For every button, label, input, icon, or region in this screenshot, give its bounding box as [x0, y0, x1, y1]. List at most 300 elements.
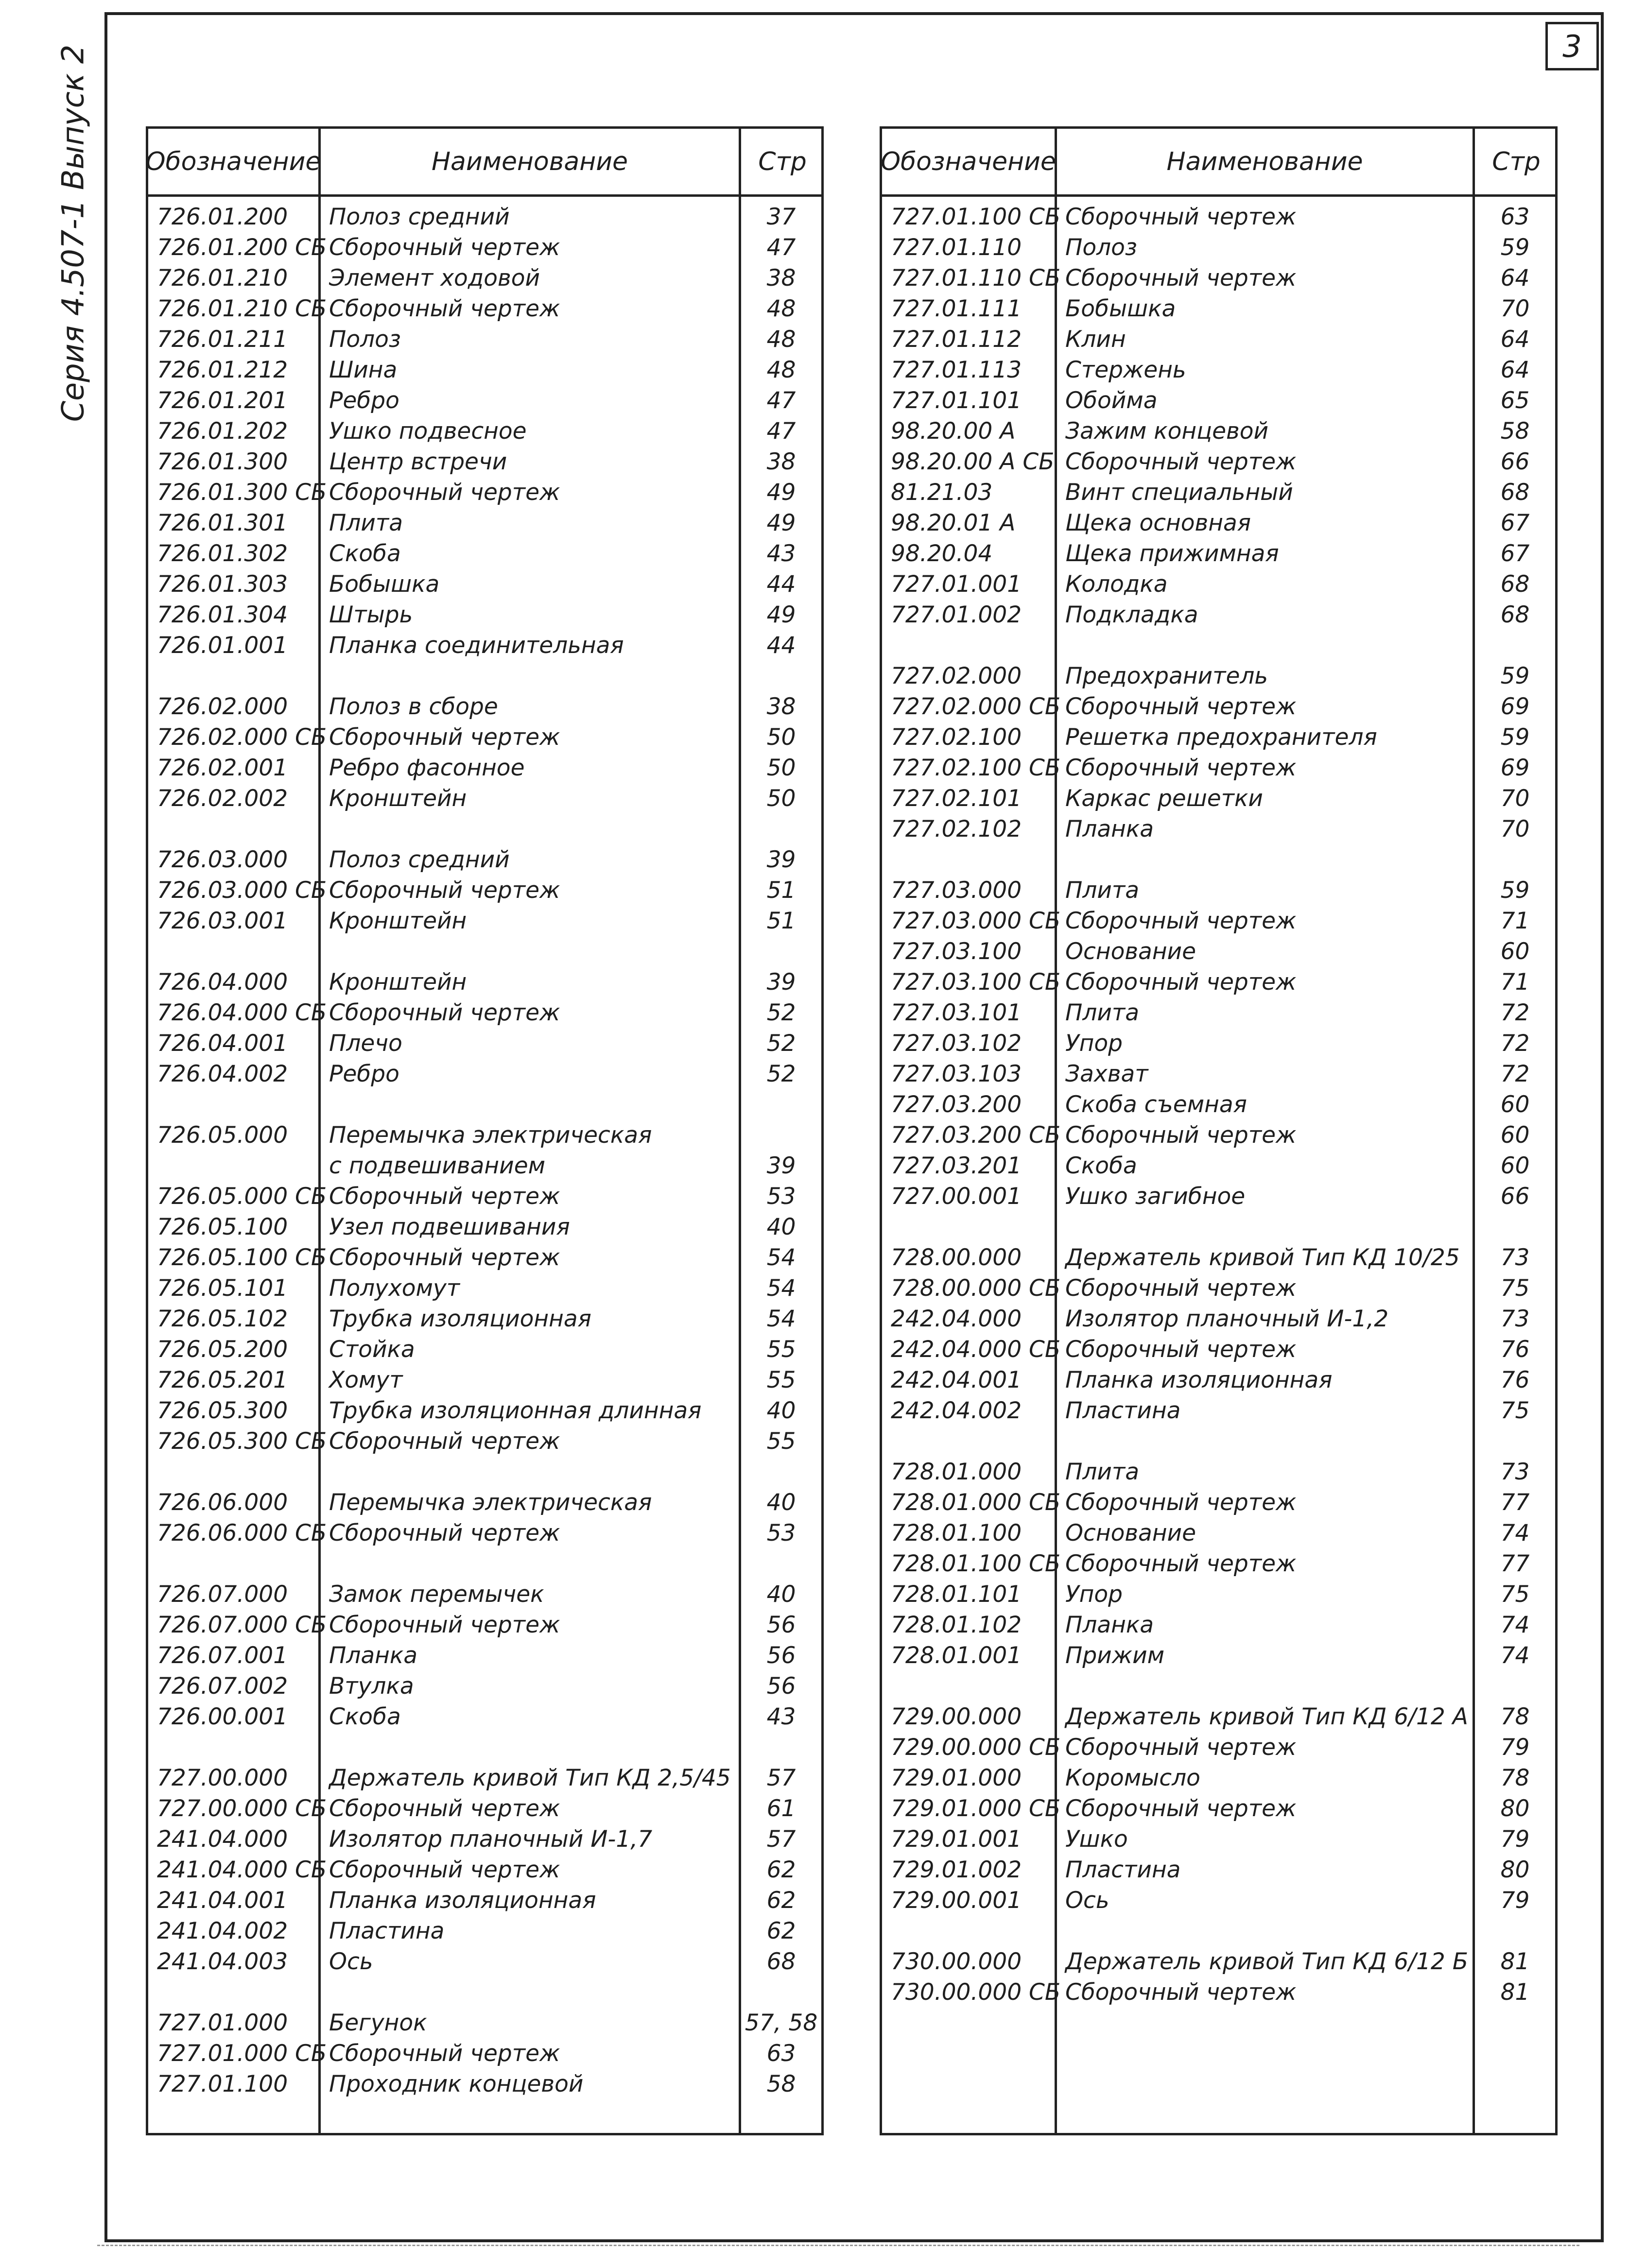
table-row [148, 1028, 821, 1059]
designation-cell: 241.04.000 СБ [157, 1856, 327, 1883]
table-row [148, 1181, 821, 1212]
table-row [882, 1763, 1555, 1793]
table-row [148, 447, 821, 477]
name-cell: Сборочный чертеж [329, 877, 560, 904]
name-cell: Полоз [1065, 234, 1137, 261]
table-row [882, 569, 1555, 600]
page-cell: 50 [766, 785, 796, 812]
page-cell: 64 [1500, 265, 1530, 292]
page-cell: 38 [766, 448, 796, 475]
designation-cell: 726.07.000 СБ [157, 1612, 327, 1638]
table-row [148, 1855, 821, 1885]
name-cell: Сборочный чертеж [329, 724, 560, 751]
designation-cell: 726.04.001 [157, 1030, 288, 1057]
page-cell: 76 [1500, 1336, 1530, 1363]
table-row [148, 722, 821, 753]
designation-cell: 726.01.211 [157, 326, 288, 353]
name-cell: Сборочный чертеж [1065, 755, 1297, 781]
designation-cell: 726.01.300 СБ [157, 479, 327, 506]
designation-cell: 729.01.000 СБ [891, 1795, 1061, 1822]
name-cell: Сборочный чертеж [1065, 1795, 1297, 1822]
designation-cell: 242.04.001 [891, 1367, 1022, 1393]
name-cell: Щека основная [1065, 510, 1251, 536]
name-cell: Трубка изоляционная длинная [329, 1397, 702, 1424]
name-cell: Сборочный чертеж [329, 234, 560, 261]
designation-cell: 726.06.000 [157, 1489, 288, 1516]
designation-cell: 727.01.110 [891, 234, 1022, 261]
page-cell: 64 [1500, 357, 1530, 383]
designation-cell: 728.01.001 [891, 1642, 1022, 1669]
name-cell: Основание [1065, 938, 1196, 965]
name-cell: Захват [1065, 1061, 1148, 1087]
name-cell: Штырь [329, 601, 413, 628]
table-row [882, 202, 1555, 232]
name-cell: Полухомут [329, 1275, 460, 1302]
page-cell: 59 [1500, 877, 1530, 904]
name-cell: Сборочный чертеж [329, 1244, 560, 1271]
designation-cell: 727.03.201 [891, 1152, 1022, 1179]
name-cell: Стержень [1065, 357, 1186, 383]
table-row [882, 508, 1555, 538]
name-cell: Щека прижимная [1065, 540, 1279, 567]
table-row [148, 691, 821, 722]
name-cell: Решетка предохранителя [1065, 724, 1377, 751]
header-name: Наименование [1166, 147, 1363, 176]
designation-cell: 727.01.002 [891, 601, 1022, 628]
designation-cell: 728.00.000 СБ [891, 1275, 1061, 1302]
table-row [148, 416, 821, 447]
table-row [882, 1946, 1555, 1977]
name-cell: Винт специальный [1065, 479, 1293, 506]
page-cell: 39 [766, 846, 796, 873]
name-cell: Сборочный чертеж [1065, 448, 1297, 475]
table-row [882, 1242, 1555, 1273]
designation-cell: 727.03.100 СБ [891, 969, 1061, 996]
table-row [882, 1059, 1555, 1089]
index-table-right [880, 126, 1558, 2135]
designation-cell: 729.01.000 [891, 1765, 1022, 1791]
header-page: Стр [1492, 147, 1541, 176]
name-cell: Прижим [1065, 1642, 1165, 1669]
table-row [882, 355, 1555, 385]
table-row [882, 232, 1555, 263]
name-cell: Сборочный чертеж [329, 479, 560, 506]
page-cell: 55 [766, 1428, 796, 1455]
name-cell: Предохранитель [1065, 663, 1268, 689]
name-cell: с подвешиванием [329, 1152, 546, 1179]
designation-cell: 727.02.000 СБ [891, 693, 1061, 720]
name-cell: Упор [1065, 1581, 1123, 1608]
name-cell: Изолятор планочный И-1,7 [329, 1826, 653, 1853]
designation-cell: 727.00.000 [157, 1765, 288, 1791]
page-cell: 72 [1500, 1061, 1530, 1087]
page-cell: 73 [1500, 1459, 1530, 1485]
name-cell: Сборочный чертеж [329, 295, 560, 322]
designation-cell: 727.01.000 СБ [157, 2040, 327, 2067]
designation-cell: 726.02.001 [157, 755, 288, 781]
table-row [148, 1885, 821, 1916]
page-cell: 60 [1500, 1122, 1530, 1149]
page-cell: 38 [766, 693, 796, 720]
page-cell: 60 [1500, 1091, 1530, 1118]
name-cell: Сборочный чертеж [1065, 204, 1297, 230]
table-row [148, 630, 821, 661]
table-row [882, 1977, 1555, 2008]
bottom-rule [97, 2245, 1579, 2246]
name-cell: Сборочный чертеж [1065, 1734, 1297, 1761]
table-row [882, 1395, 1555, 1426]
designation-cell: 727.01.112 [891, 326, 1022, 353]
name-cell: Кронштейн [329, 908, 467, 934]
name-cell: Сборочный чертеж [1065, 1336, 1297, 1363]
name-cell: Бобышка [1065, 295, 1176, 322]
name-cell: Элемент ходовой [329, 265, 540, 292]
page-cell: 55 [766, 1367, 796, 1393]
page-cell: 68 [1500, 601, 1530, 628]
table-row [148, 600, 821, 630]
name-cell: Сборочный чертеж [1065, 1275, 1297, 1302]
designation-cell: 98.20.01 А [891, 510, 1016, 536]
name-cell: Сборочный чертеж [329, 1428, 560, 1455]
table-row [148, 232, 821, 263]
page-cell: 76 [1500, 1367, 1530, 1393]
designation-cell: 727.03.200 [891, 1091, 1022, 1118]
page-cell: 80 [1500, 1795, 1530, 1822]
page-cell: 70 [1500, 785, 1530, 812]
table-row [148, 1640, 821, 1671]
name-cell: Плита [1065, 999, 1140, 1026]
designation-cell: 726.05.101 [157, 1275, 288, 1302]
table-row [148, 263, 821, 293]
table-row [882, 1732, 1555, 1763]
designation-cell: 727.03.000 СБ [891, 908, 1061, 934]
designation-cell: 728.01.102 [891, 1612, 1022, 1638]
table-row [148, 1763, 821, 1793]
name-cell: Полоз средний [329, 846, 510, 873]
page-cell: 70 [1500, 295, 1530, 322]
name-cell: Ребро [329, 387, 399, 414]
table-row [148, 906, 821, 936]
designation-cell: 242.04.000 СБ [891, 1336, 1061, 1363]
designation-cell: 726.01.212 [157, 357, 288, 383]
page-cell: 59 [1500, 724, 1530, 751]
page-cell: 57 [766, 1765, 796, 1791]
table-row [148, 293, 821, 324]
table-row [148, 1487, 821, 1518]
table-row [882, 997, 1555, 1028]
designation-cell: 726.01.300 [157, 448, 288, 475]
designation-cell: 726.07.000 [157, 1581, 288, 1608]
name-cell: Сборочный чертеж [329, 1795, 560, 1822]
designation-cell: 726.03.000 [157, 846, 288, 873]
page-cell: 78 [1500, 1703, 1530, 1730]
page-cell: 50 [766, 755, 796, 781]
table-row [882, 1487, 1555, 1518]
designation-cell: 730.00.000 [891, 1948, 1022, 1975]
name-cell: Центр встречи [329, 448, 507, 475]
designation-cell: 726.05.200 [157, 1336, 288, 1363]
designation-cell: 730.00.000 СБ [891, 1979, 1061, 2006]
table-row [882, 1548, 1555, 1579]
table-row [148, 1212, 821, 1242]
page-cell: 49 [766, 510, 796, 536]
designation-cell: 727.01.110 СБ [891, 265, 1061, 292]
designation-cell: 726.05.000 СБ [157, 1183, 327, 1210]
name-cell: Пластина [1065, 1397, 1181, 1424]
page-cell: 62 [766, 1856, 796, 1883]
designation-cell: 729.00.000 [891, 1703, 1022, 1730]
table-row [882, 1579, 1555, 1610]
name-cell: Сборочный чертеж [1065, 908, 1297, 934]
name-cell: Перемычка электрическая [329, 1122, 652, 1149]
name-cell: Сборочный чертеж [1065, 1979, 1297, 2006]
table-row [882, 1120, 1555, 1151]
name-cell: Пластина [1065, 1856, 1181, 1883]
page-cell: 77 [1500, 1550, 1530, 1577]
table-row [148, 1701, 821, 1732]
designation-cell: 98.20.00 А [891, 418, 1016, 445]
table-row [882, 1181, 1555, 1212]
designation-cell: 726.07.002 [157, 1673, 288, 1700]
table-row [882, 1640, 1555, 1671]
page-cell: 53 [766, 1183, 796, 1210]
page-cell: 75 [1500, 1397, 1530, 1424]
name-cell: Полоз средний [329, 204, 510, 230]
table-row [148, 1946, 821, 1977]
name-cell: Замок перемычек [329, 1581, 544, 1608]
name-cell: Скоба [329, 540, 401, 567]
page-cell: 68 [1500, 571, 1530, 598]
page-cell: 62 [766, 1918, 796, 1944]
page-cell: 78 [1500, 1765, 1530, 1791]
name-cell: Плечо [329, 1030, 402, 1057]
designation-cell: 726.05.100 [157, 1214, 288, 1240]
designation-cell: 726.03.001 [157, 908, 288, 934]
table-row [882, 1518, 1555, 1548]
page-cell: 64 [1500, 326, 1530, 353]
designation-cell: 727.01.001 [891, 571, 1022, 598]
designation-cell: 726.01.210 СБ [157, 295, 327, 322]
designation-cell: 727.01.000 [157, 2010, 288, 2036]
page-cell: 68 [1500, 479, 1530, 506]
page-cell: 38 [766, 265, 796, 292]
table-row [148, 385, 821, 416]
page-cell: 81 [1500, 1979, 1530, 2006]
name-cell: Сборочный чертеж [1065, 1122, 1297, 1149]
table-row [882, 1824, 1555, 1855]
table-row [148, 1610, 821, 1640]
designation-cell: 728.00.000 [891, 1244, 1022, 1271]
designation-cell: 727.02.100 [891, 724, 1022, 751]
page-cell: 79 [1500, 1734, 1530, 1761]
table-row [882, 324, 1555, 355]
designation-cell: 81.21.03 [891, 479, 993, 506]
page-cell: 60 [1500, 1152, 1530, 1179]
table-row [148, 997, 821, 1028]
page-cell: 74 [1500, 1520, 1530, 1546]
table-row [882, 906, 1555, 936]
page-cell: 58 [1500, 418, 1530, 445]
page-cell: 79 [1500, 1826, 1530, 1853]
name-cell: Планка [1065, 1612, 1154, 1638]
designation-cell: 727.02.102 [891, 816, 1022, 842]
table-row [148, 1304, 821, 1334]
name-cell: Ось [1065, 1887, 1109, 1914]
name-cell: Кронштейн [329, 969, 467, 996]
table-row [882, 875, 1555, 906]
name-cell: Колодка [1065, 571, 1168, 598]
designation-cell: 726.01.200 [157, 204, 288, 230]
page-cell: 52 [766, 1030, 796, 1057]
designation-cell: 241.04.001 [157, 1887, 288, 1914]
table-row [148, 1579, 821, 1610]
page-cell: 40 [766, 1581, 796, 1608]
page-cell: 63 [766, 2040, 796, 2067]
designation-cell: 728.01.101 [891, 1581, 1022, 1608]
table-row [882, 477, 1555, 508]
name-cell: Скоба [329, 1703, 401, 1730]
page-cell: 72 [1500, 1030, 1530, 1057]
page-cell: 67 [1500, 510, 1530, 536]
table-row [148, 1518, 821, 1548]
table-row [148, 355, 821, 385]
designation-cell: 727.00.001 [891, 1183, 1022, 1210]
page-cell: 61 [766, 1795, 796, 1822]
table-row [148, 477, 821, 508]
name-cell: Сборочный чертеж [329, 1856, 560, 1883]
name-cell: Подкладка [1065, 601, 1198, 628]
name-cell: Планка [1065, 816, 1154, 842]
page-cell: 37 [766, 204, 796, 230]
page-cell: 51 [766, 877, 796, 904]
name-cell: Плита [1065, 877, 1140, 904]
name-cell: Скоба [1065, 1152, 1137, 1179]
page-cell: 56 [766, 1612, 796, 1638]
page-cell: 51 [766, 908, 796, 934]
page-cell: 77 [1500, 1489, 1530, 1516]
name-cell: Пластина [329, 1918, 445, 1944]
page-cell: 66 [1500, 1183, 1530, 1210]
page-cell: 59 [1500, 234, 1530, 261]
table-row [148, 1365, 821, 1395]
table-row [882, 1273, 1555, 1304]
name-cell: Бегунок [329, 2010, 427, 2036]
table-row [148, 538, 821, 569]
page-cell: 43 [766, 1703, 796, 1730]
header-designation: Обозначение [881, 147, 1056, 176]
designation-cell: 98.20.04 [891, 540, 993, 567]
designation-cell: 241.04.000 [157, 1826, 288, 1853]
designation-cell: 727.01.113 [891, 357, 1022, 383]
name-cell: Держатель кривой Тип КД 10/25 [1065, 1244, 1460, 1271]
table-row [148, 1242, 821, 1273]
name-cell: Держатель кривой Тип КД 6/12 Б [1065, 1948, 1468, 1975]
table-row [148, 2069, 821, 2099]
designation-cell: 241.04.002 [157, 1918, 288, 1944]
name-cell: Полоз [329, 326, 401, 353]
page-cell: 69 [1500, 693, 1530, 720]
page-cell: 66 [1500, 448, 1530, 475]
name-cell: Стойка [329, 1336, 415, 1363]
name-cell: Сборочный чертеж [329, 1183, 560, 1210]
designation-cell: 242.04.002 [891, 1397, 1022, 1424]
page-cell: 63 [1500, 204, 1530, 230]
table-row [148, 753, 821, 783]
designation-cell: 726.01.202 [157, 418, 288, 445]
name-cell: Клин [1065, 326, 1126, 353]
designation-cell: 729.01.001 [891, 1826, 1022, 1853]
name-cell: Кронштейн [329, 785, 467, 812]
table-row [882, 1334, 1555, 1365]
table-row [882, 600, 1555, 630]
table-row [882, 1028, 1555, 1059]
page-cell: 50 [766, 724, 796, 751]
page-cell: 48 [766, 295, 796, 322]
table-row [148, 1426, 821, 1457]
page-cell: 54 [766, 1306, 796, 1332]
header-name: Наименование [431, 147, 628, 176]
page-cell: 48 [766, 326, 796, 353]
designation-cell: 727.01.111 [891, 295, 1022, 322]
designation-cell: 726.01.302 [157, 540, 288, 567]
name-cell: Ушко загибное [1065, 1183, 1246, 1210]
table-row [882, 1701, 1555, 1732]
designation-cell: 729.00.001 [891, 1887, 1022, 1914]
name-cell: Ребро фасонное [329, 755, 525, 781]
name-cell: Планка [329, 1642, 418, 1669]
table-row [148, 508, 821, 538]
table-row [148, 1916, 821, 1946]
name-cell: Планка соединительная [329, 632, 624, 659]
page-cell: 70 [1500, 816, 1530, 842]
designation-cell: 727.01.100 [157, 2071, 288, 2097]
table-row [882, 1089, 1555, 1120]
table-row [882, 416, 1555, 447]
table-row [882, 1304, 1555, 1334]
page-cell: 55 [766, 1336, 796, 1363]
table-row [148, 2008, 821, 2038]
name-cell: Сборочный чертеж [329, 999, 560, 1026]
page-cell: 56 [766, 1673, 796, 1700]
designation-cell: 727.00.000 СБ [157, 1795, 327, 1822]
designation-cell: 727.01.100 СБ [891, 204, 1061, 230]
name-cell: Сборочный чертеж [1065, 969, 1297, 996]
page-cell: 57, 58 [745, 2010, 818, 2036]
name-cell: Ось [329, 1948, 373, 1975]
page-cell: 40 [766, 1397, 796, 1424]
name-cell: Держатель кривой Тип КД 2,5/45 [329, 1765, 731, 1791]
designation-cell: 242.04.000 [891, 1306, 1022, 1332]
table-row [882, 722, 1555, 753]
designation-cell: 727.03.101 [891, 999, 1022, 1026]
page-cell: 81 [1500, 1948, 1530, 1975]
page-cell: 67 [1500, 540, 1530, 567]
designation-cell: 241.04.003 [157, 1948, 288, 1975]
designation-cell: 726.01.201 [157, 387, 288, 414]
page-cell: 39 [766, 969, 796, 996]
designation-cell: 726.01.001 [157, 632, 288, 659]
table-row [148, 2038, 821, 2069]
index-table-left [146, 126, 824, 2135]
name-cell: Ушко подвесное [329, 418, 527, 445]
name-cell: Узел подвешивания [329, 1214, 570, 1240]
name-cell: Плита [329, 510, 403, 536]
designation-cell: 727.03.103 [891, 1061, 1022, 1087]
designation-cell: 726.05.201 [157, 1367, 288, 1393]
table-row [882, 783, 1555, 814]
page-cell: 53 [766, 1520, 796, 1546]
page-cell: 43 [766, 540, 796, 567]
